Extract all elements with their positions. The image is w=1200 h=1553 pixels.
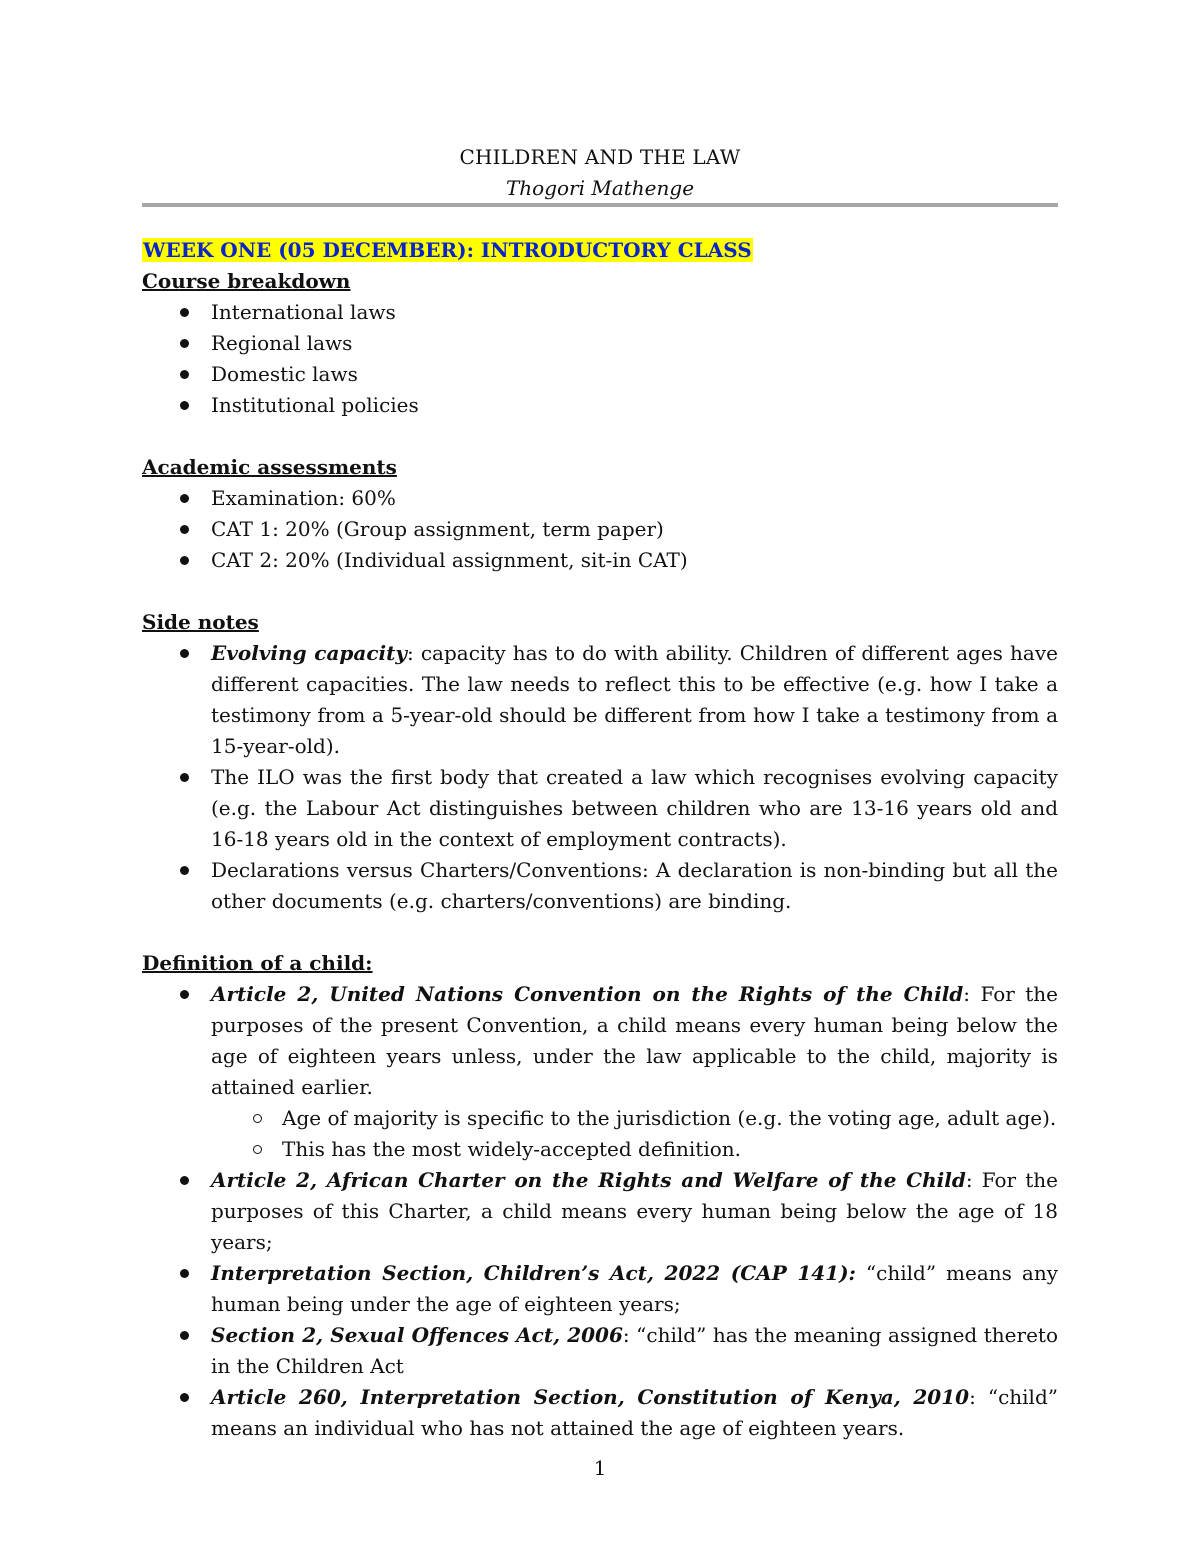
list-item: Section 2, Sexual Offences Act, 2006: “child” has the meaning assigned thereto in the Children Act bbox=[142, 1320, 1058, 1382]
list-item: Institutional policies bbox=[142, 390, 1058, 421]
list-item: Article 260, Interpretation Section, Constitution of Kenya, 2010: “child” means an individual who has not attained the age of eighteen years. bbox=[142, 1382, 1058, 1444]
definition-list bbox=[142, 979, 1058, 1444]
document-title: CHILDREN AND THE LAW bbox=[459, 145, 741, 169]
course-breakdown-heading: Course breakdown bbox=[142, 269, 351, 293]
list-item: Evolving capacity: capacity has to do with ability. Children of different ages have different capacities. The law needs to reflect this to be effective (e.g. how I take a testimony from a 5-year-old should be different from how I take a testimony from a 15-year-old). bbox=[142, 638, 1058, 762]
course-breakdown-list bbox=[142, 297, 1058, 421]
document-body bbox=[142, 235, 1058, 1444]
list-item: Domestic laws bbox=[142, 359, 1058, 390]
definition-heading: Definition of a child: bbox=[142, 951, 373, 975]
title-divider bbox=[142, 203, 1058, 207]
sub-list bbox=[211, 1103, 1058, 1165]
list-item: CAT 2: 20% (Individual assignment, sit-in CAT) bbox=[142, 545, 1058, 576]
author-name: Thogori Mathenge bbox=[505, 176, 695, 200]
list-item: Article 2, African Charter on the Rights and Welfare of the Child: For the purposes of this Charter, a child means every human being below the age of 18 years; bbox=[142, 1165, 1058, 1258]
list-item: Declarations versus Charters/Conventions: A declaration is non-binding but all the other documents (e.g. charters/conventions) are binding. bbox=[142, 855, 1058, 917]
assessments-heading: Academic assessments bbox=[142, 455, 397, 479]
side-notes-list bbox=[142, 638, 1058, 917]
week-heading: WEEK ONE (05 DECEMBER): INTRODUCTORY CLASS bbox=[143, 238, 752, 262]
list-item: Article 2, United Nations Convention on the Rights of the Child: For the purposes of the present Convention, a child means every human being below the age of eighteen years unless, under the law applicable to the child, majority is attained earlier. Age of majority is specific to the jurisdiction (e.g. the voting age, adult age). This has the most widely-accepted definition. bbox=[142, 979, 1058, 1165]
assessments-list bbox=[142, 483, 1058, 576]
list-item: Regional laws bbox=[142, 328, 1058, 359]
sub-list-item: This has the most widely-accepted definition. bbox=[211, 1134, 1058, 1165]
page-number: 1 bbox=[593, 1456, 607, 1480]
list-item: CAT 1: 20% (Group assignment, term paper) bbox=[142, 514, 1058, 545]
list-item: Interpretation Section, Children’s Act, 2022 (CAP 141): “child” means any human being under the age of eighteen years; bbox=[142, 1258, 1058, 1320]
list-item: International laws bbox=[142, 297, 1058, 328]
list-item: Examination: 60% bbox=[142, 483, 1058, 514]
list-item: The ILO was the first body that created a law which recognises evolving capacity (e.g. the Labour Act distinguishes between children who are 13-16 years old and 16-18 years old in the context of employment contracts). bbox=[142, 762, 1058, 855]
sub-list-item: Age of majority is specific to the jurisdiction (e.g. the voting age, adult age). bbox=[211, 1103, 1058, 1134]
side-notes-heading: Side notes bbox=[142, 610, 259, 634]
